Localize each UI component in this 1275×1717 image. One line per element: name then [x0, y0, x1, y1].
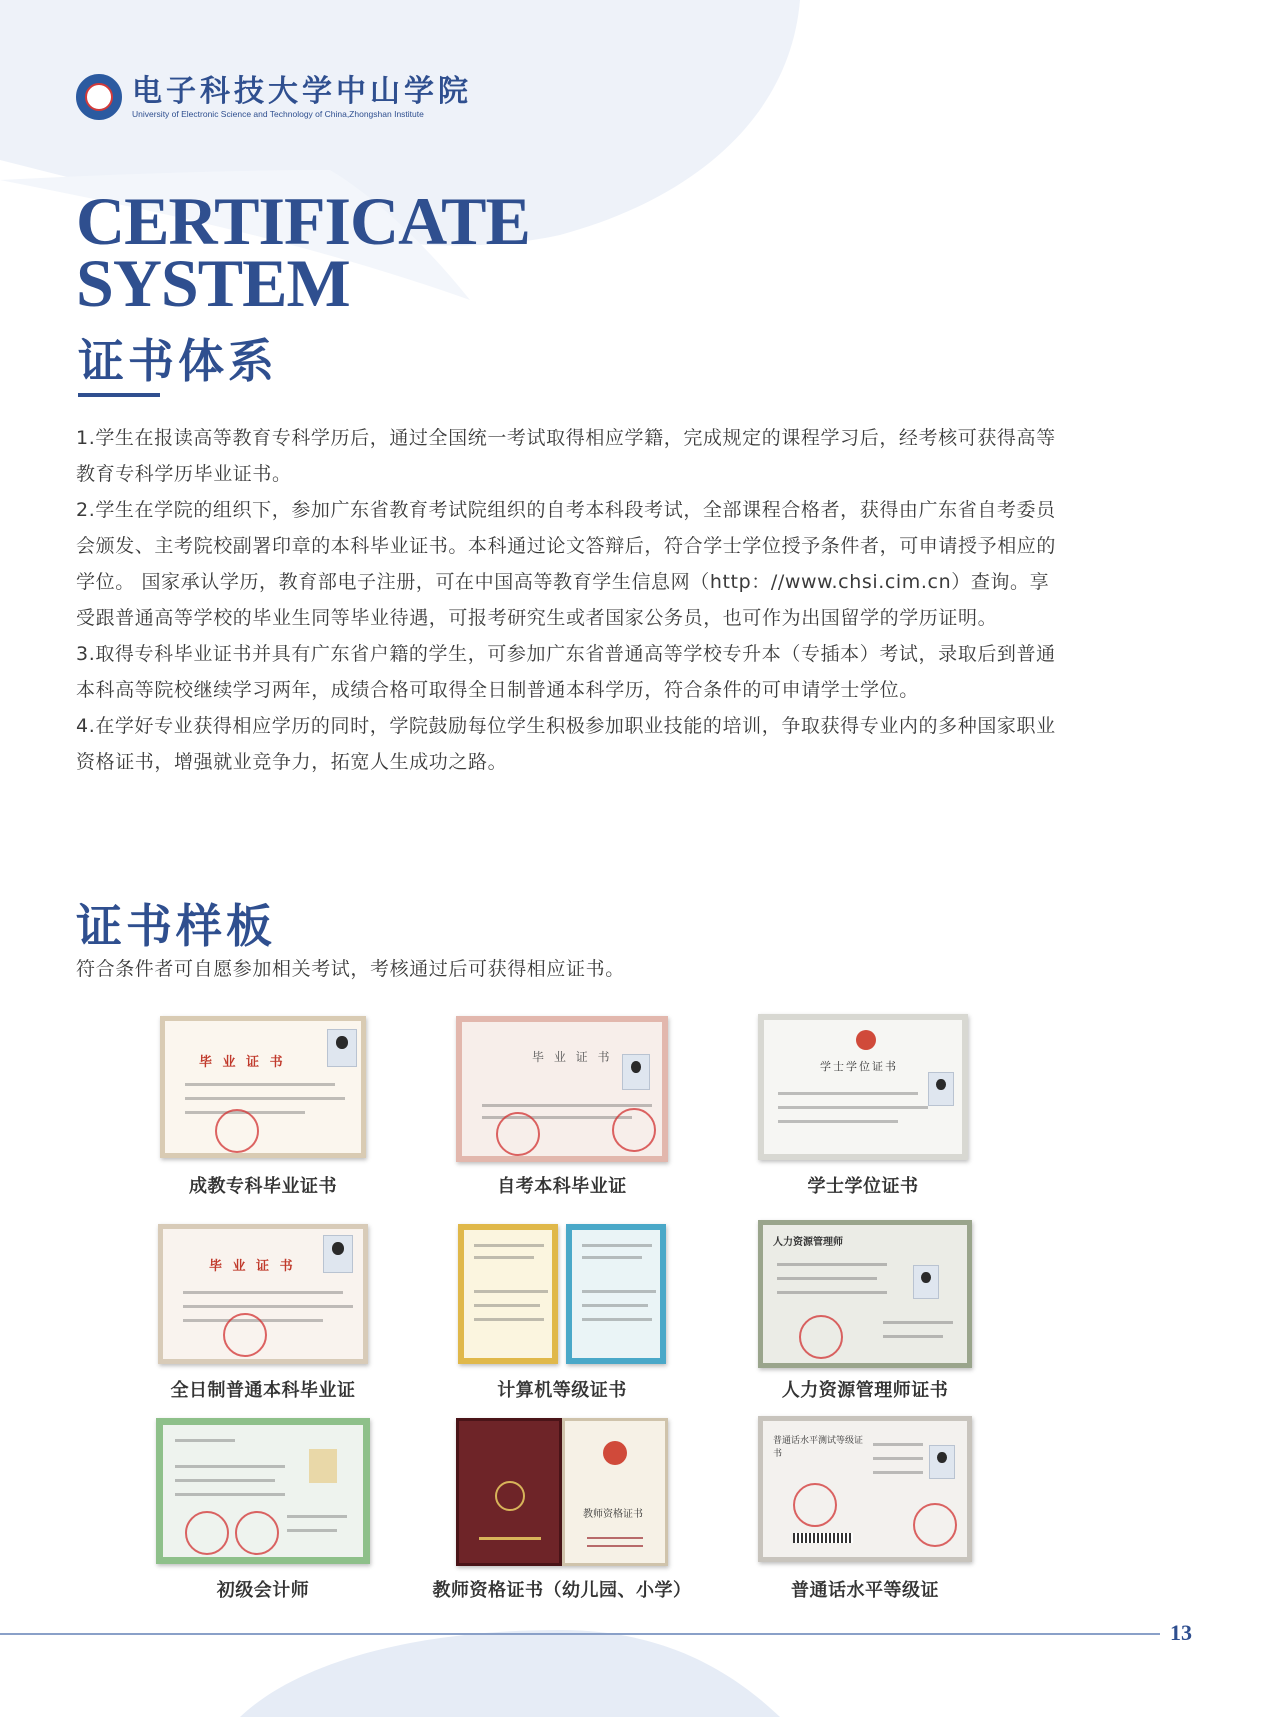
certificate-image-9: 普通话水平测试等级证书: [758, 1416, 972, 1562]
university-emblem-icon: [76, 74, 122, 120]
samples-title: 证书样板: [76, 899, 276, 953]
footer-rule: [0, 1633, 1160, 1635]
paragraph-4: 4.在学好专业获得相应学历的同时，学院鼓励每位学生积极参加职业技能的培训，争取获得专业内的多种国家职业资格证书，增强就业竞争力，拓宽人生成功之路。: [76, 715, 1056, 773]
page-title-english: CERTIFICATE SYSTEM: [76, 183, 530, 321]
paragraph-1: 1.学生在报读高等教育专科学历后，通过全国统一考试取得相应学籍，完成规定的课程学习后，经考核可获得高等教育专科学历毕业证书。: [76, 427, 1056, 485]
certificate-image-2: 毕 业 证 书: [456, 1016, 668, 1162]
certificate-image-8-cover: [456, 1418, 562, 1566]
certificate-caption-7: 初级会计师: [216, 1580, 310, 1601]
certificate-image-1: 毕 业 证 书: [160, 1016, 366, 1158]
certificate-image-7: [156, 1418, 370, 1564]
logo-chinese-name: 电子科技大学中山学院: [132, 74, 472, 109]
certificate-caption-2: 自考本科毕业证: [497, 1176, 627, 1197]
page-number: 13: [1170, 1620, 1192, 1645]
certificate-caption-3: 学士学位证书: [807, 1176, 919, 1197]
description-paragraphs: [76, 420, 1061, 780]
certificate-image-3: 学士学位证书: [758, 1014, 968, 1160]
certificate-image-4: 毕 业 证 书: [158, 1224, 368, 1364]
certificate-caption-1: 成教专科毕业证书: [189, 1176, 337, 1197]
certificate-image-8-page: 教师资格证书: [562, 1418, 668, 1566]
certificate-image-6: 人力资源管理师: [758, 1220, 972, 1368]
institution-logo: [76, 74, 472, 120]
page-title-chinese: 证书体系: [78, 334, 278, 388]
paragraph-3: 3.取得专科毕业证书并具有广东省户籍的学生，可参加广东省普通高等学校专升本（专插本）考试，录取后到普通本科高等院校继续学习两年，成绩合格可取得全日制普通本科学历，符合条件的可申请学士学位。: [76, 643, 1056, 701]
certificate-caption-4: 全日制普通本科毕业证: [170, 1380, 356, 1401]
certificate-image-5a: [458, 1224, 558, 1364]
logo-english-name: University of Electronic Science and Technology of China,Zhongshan Institute: [132, 109, 424, 119]
certificate-caption-9: 普通话水平等级证: [791, 1580, 939, 1601]
paragraph-2: 2.学生在学院的组织下，参加广东省教育考试院组织的自考本科段考试，全部课程合格者，获得由广东省自考委员会颁发、主考院校副署印章的本科毕业证书。本科通过论文答辩后，符合学士学位授予条件者，可申请授予相应的学位。 国家承认学历，教育部电子注册，可在中国高等教育学生信息网（http：//www.chsi.cim.cn）查询。享受跟普通高等学校的毕业生同等毕业待遇，可报考研究生或者国家公务员，也可作为出国留学的学历证明。: [76, 499, 1057, 629]
title-underline: [78, 393, 160, 397]
certificate-caption-6: 人力资源管理师证书: [781, 1380, 949, 1401]
certificate-caption-5: 计算机等级证书: [497, 1380, 627, 1401]
certificate-image-5b: [566, 1224, 666, 1364]
samples-subtitle: 符合条件者可自愿参加相关考试，考核通过后可获得相应证书。: [76, 958, 625, 980]
certificate-caption-8: 教师资格证书（幼儿园、小学）: [432, 1580, 692, 1601]
